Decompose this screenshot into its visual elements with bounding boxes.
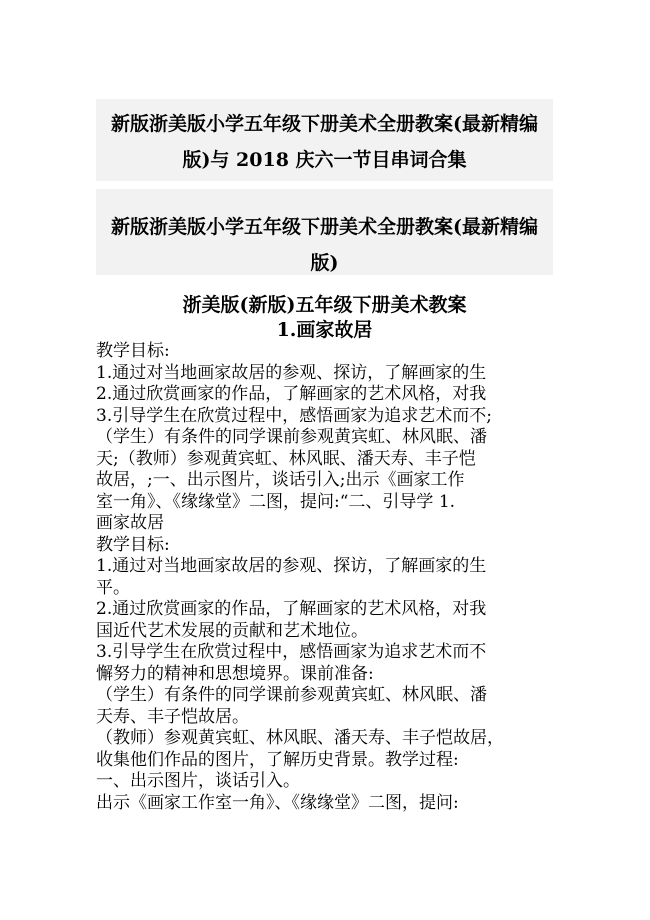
lesson-body (96, 341, 556, 814)
body-line: 懈努力的精神和思想境界。课前准备: (96, 663, 374, 684)
body-line: 故居，;一、出示图片，谈话引入;出示《画家工作 (96, 470, 465, 490)
body-line: 一、出示图片，谈话引入。 (96, 771, 300, 791)
body-line: 教学目标: (96, 534, 170, 555)
document-title: 浙美版(新版)五年级下册美术教案 (182, 294, 467, 316)
banner-secondary-line-2: 版) (310, 252, 339, 274)
body-line: 出示《画家工作室一角》、《缘缘堂》二图，提问: (96, 792, 459, 813)
body-line: 3.引导学生在欣赏过程中，感悟画家为追求艺术而不 (96, 642, 487, 662)
body-line: 3.引导学生在欣赏过程中，感悟画家为追求艺术而不; (96, 405, 492, 426)
body-line: （学生）有条件的同学课前参观黄宾虹、林风眠、潘 (96, 685, 487, 705)
body-line: 2.通过欣赏画家的作品，了解画家的艺术风格，对我 (96, 599, 487, 619)
title-banner-primary (96, 99, 553, 181)
body-line: 平。 (96, 577, 130, 598)
body-line: 国近代艺术发展的贡献和艺术地位。 (96, 620, 368, 641)
banner-primary-line-2: 版)与 2018 庆六一节目串词合集 (182, 149, 467, 171)
banner-primary-line-1: 新版浙美版小学五年级下册美术全册教案(最新精编 (111, 113, 538, 135)
body-line: 天寿、丰子恺故居。 (96, 706, 249, 727)
lesson-title: 1.画家故居 (276, 319, 373, 341)
banner-secondary-line-1: 新版浙美版小学五年级下册美术全册教案(最新精编 (111, 216, 538, 238)
body-line: （教师）参观黄宾虹、林风眠、潘天寿、丰子恺故居， (96, 728, 504, 748)
body-line: 1.通过对当地画家故居的参观、探访，了解画家的生 (96, 362, 487, 383)
title-banner-secondary (96, 189, 553, 275)
body-line: 收集他们作品的图片，了解历史背景。教学过程: (96, 749, 459, 770)
body-line: 天;（教师）参观黄宾虹、林风眠、潘天寿、丰子恺 (96, 448, 476, 469)
body-line: 教学目标: (96, 341, 170, 361)
body-line: 室一角》、《缘缘堂》二图，提问:“二、引导学 1. (96, 491, 456, 512)
body-line: （学生）有条件的同学课前参观黄宾虹、林风眠、潘 (96, 427, 487, 447)
body-line: 2.通过欣赏画家的作品，了解画家的艺术风格，对我 (96, 384, 487, 404)
body-line: 1.通过对当地画家故居的参观、探访，了解画家的生 (96, 556, 487, 576)
body-line: 画家故居 (96, 513, 164, 533)
